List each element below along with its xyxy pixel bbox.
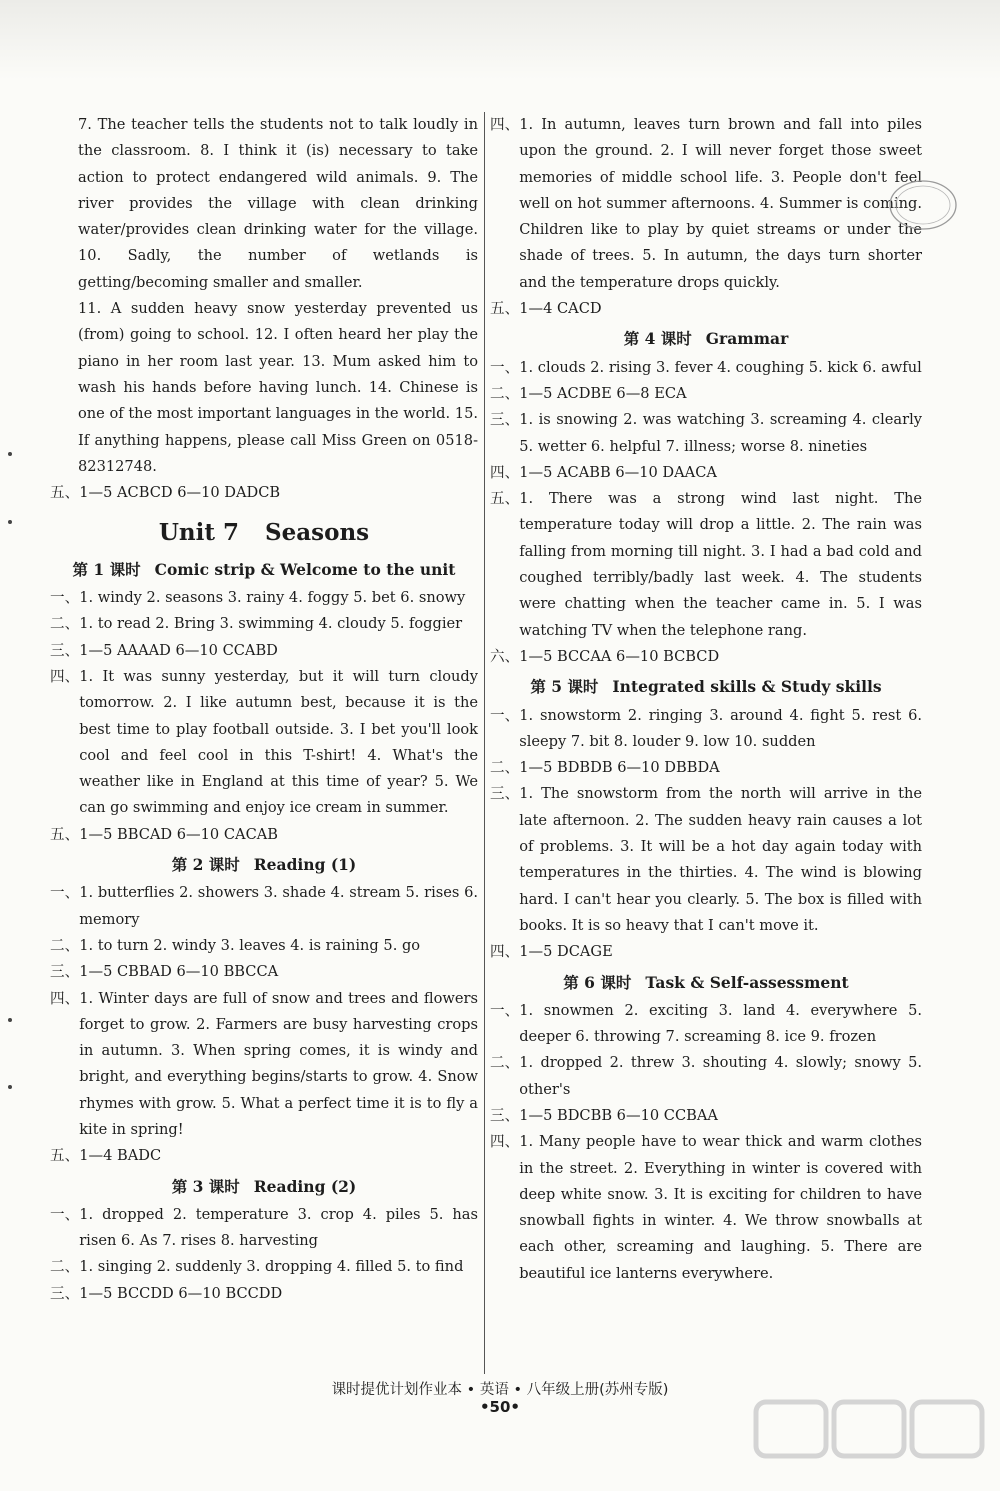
lesson-heading: 第 4 课时 Grammar	[623, 329, 789, 349]
answer-row: 一、 1. butterflies 2. showers 3. shade 4. stream 5. rises 6. memory	[50, 884, 478, 928]
scan-speck	[8, 452, 12, 456]
answer-row: 五、 1—4 CACD	[490, 300, 602, 318]
scan-speck	[8, 1018, 12, 1022]
unit-title: Unit 7 Seasons	[158, 519, 370, 547]
answer-row: 五、 1—4 BADC	[50, 1147, 162, 1165]
page-number: •50•	[479, 1398, 521, 1416]
answer-row: 三、 1—5 BDCBB 6—10 CCBAA	[490, 1106, 718, 1124]
answer-row: 二、 1. to turn 2. windy 3. leaves 4. is raining 5. go	[50, 936, 421, 954]
answer-row: 一、 1. clouds 2. rising 3. fever 4. coughing 5. kick 6. awful	[490, 358, 922, 376]
answer-row: 一、 1. windy 2. seasons 3. rainy 4. foggy 5. bet 6. snowy	[50, 589, 466, 607]
answer-row: 二、 1. dropped 2. threw 3. shouting 4. slowly; snowy 5. other's	[490, 1054, 922, 1098]
lesson-heading: 第 6 课时 Task & Self-assessment	[563, 972, 849, 992]
answer-row: 一、 1. dropped 2. temperature 3. crop 4. piles 5. has risen 6. As 7. rises 8. harvesting	[50, 1205, 478, 1250]
book-title-footer: 课时提优计划作业本 • 英语 • 八年级上册(苏州专版)	[331, 1382, 669, 1398]
answer-row: 二、 1—5 ACDBE 6—8 ECA	[490, 384, 687, 402]
answer-row: 四、 1—5 DCAGE	[490, 943, 613, 961]
answer-row: 二、 1—5 BDBDB 6—10 DBBDA	[490, 759, 720, 777]
scan-shadow	[0, 0, 1000, 80]
answer-row: 五、 1—5 BBCAD 6—10 CACAB	[50, 825, 278, 843]
answer-block: 11. A sudden heavy snow yesterday prevented us (from) going to school. 12. I often heard her play the piano in her room last year. 13. Mum asked him to wash his hands before having lunch. 14. Chinese is one of the most important languages in the world. 15. If anything happens, please call Miss Green on 0518-82312748.	[78, 300, 478, 475]
answer-row: 六、 1—5 BCCAA 6—10 BCBCD	[490, 647, 720, 665]
answer-row: 二、 1. singing 2. suddenly 3. dropping 4. filled 5. to find	[50, 1258, 464, 1276]
lesson-heading: 第 1 课时 Comic strip & Welcome to the unit	[72, 559, 456, 579]
answer-row: 三、 1—5 CBBAD 6—10 BBCCA	[50, 963, 279, 981]
lesson-heading: 第 2 课时 Reading (1)	[171, 855, 357, 875]
answer-row: 一、 1. snowmen 2. exciting 3. land 4. everywhere 5. deeper 6. throwing 7. screaming 8. ice 9. frozen	[490, 1001, 922, 1046]
answer-row: 一、 1. snowstorm 2. ringing 3. around 4. fight 5. rest 6. sleepy 7. bit 8. louder 9. low 10. sudden	[490, 706, 922, 750]
lesson-heading: 第 3 课时 Reading (2)	[171, 1176, 357, 1196]
lesson-heading: 第 5 课时 Integrated skills & Study skills	[530, 677, 882, 697]
scan-speck	[8, 520, 12, 524]
answer-block: 7. The teacher tells the students not to talk loudly in the classroom. 8. I think it (is) necessary to take action to protect endangered wild animals. 9. The river provides the village with clean drinking water/provides clean drinking water for the village. 10. Sadly, the number of wetlands is getting/becoming smaller and smaller.	[78, 116, 478, 291]
answer-row: 三、 1—5 BCCDD 6—10 BCCDD	[50, 1284, 283, 1302]
answer-row: 四、 1. Many people have to wear thick and warm clothes in the street. 2. Everything in winter is covered with deep white snow. 3. It is exciting for children to have snowball fights in winter. 4. We throw snowballs at each other, screaming and laughing. 5. There are beautiful ice lanterns everywhere.	[490, 1133, 922, 1282]
answer-row: 四、 1—5 ACABB 6—10 DAACA	[490, 463, 717, 481]
stamp-logo	[886, 176, 960, 234]
left-column	[50, 112, 478, 1307]
answer-row: 二、 1. to read 2. Bring 3. swimming 4. cloudy 5. foggier	[50, 615, 463, 633]
answer-row: 三、 1. The snowstorm from the north will arrive in the late afternoon. 2. The sudden heavy rain causes a lot of problems. 3. It will be a hot day again today with temperatures in the thirties. 4. The wind is blowing hard. I can't hear you clearly. 5. The box is filled with books. It is so heavy that I can't move it.	[490, 785, 922, 934]
answer-row: 四、 1. It was sunny yesterday, but it will turn cloudy tomorrow. 2. I like autumn best, because it is the best time to play football outside. 3. I bet you'll look cool and feel cool in this T-shirt! 4. What's the weather like in England at this time of year? 5. We can go swimming and enjoy ice cream in summer.	[50, 667, 478, 817]
column-divider	[484, 112, 485, 1374]
answer-row: 三、 1. is snowing 2. was watching 3. screaming 4. clearly 5. wetter 6. helpful 7. illness; worse 8. nineties	[490, 411, 922, 455]
answer-row: 四、 1. Winter days are full of snow and trees and flowers forget to grow. 2. Farmers are busy harvesting crops in autumn. 3. When spring comes, it is windy and bright, and everything begins/starts to grow. 4. Snow rhymes with grow. 5. What a perfect time it is to fly a kite in spring!	[50, 989, 478, 1138]
answer-row: 四、 1. In autumn, leaves turn brown and fall into piles upon the ground. 2. I will never forget those sweet memories of middle school life. 3. People don't feel well on hot summer afternoons. 4. Summer is coming. Children like to play by quiet streams or under the shade of trees. 5. In autumn, the days turn shorter and the temperature drops quickly.	[490, 116, 922, 291]
right-column	[490, 112, 922, 1287]
scan-speck	[8, 1085, 12, 1089]
answer-row: 五、 1—5 ACBCD 6—10 DADCB	[50, 484, 281, 502]
answer-row: 五、 1. There was a strong wind last night. The temperature today will drop a little. 2. The rain was falling from morning till night. 3. I had a bad cold and coughed terribly/badly last week. 4. The students were chatting when the teacher came in. 5. I was watching TV when the telephone rang.	[490, 490, 922, 639]
watermark-logo	[750, 1396, 990, 1488]
answer-row: 三、 1—5 AAAAD 6—10 CCABD	[50, 641, 278, 659]
